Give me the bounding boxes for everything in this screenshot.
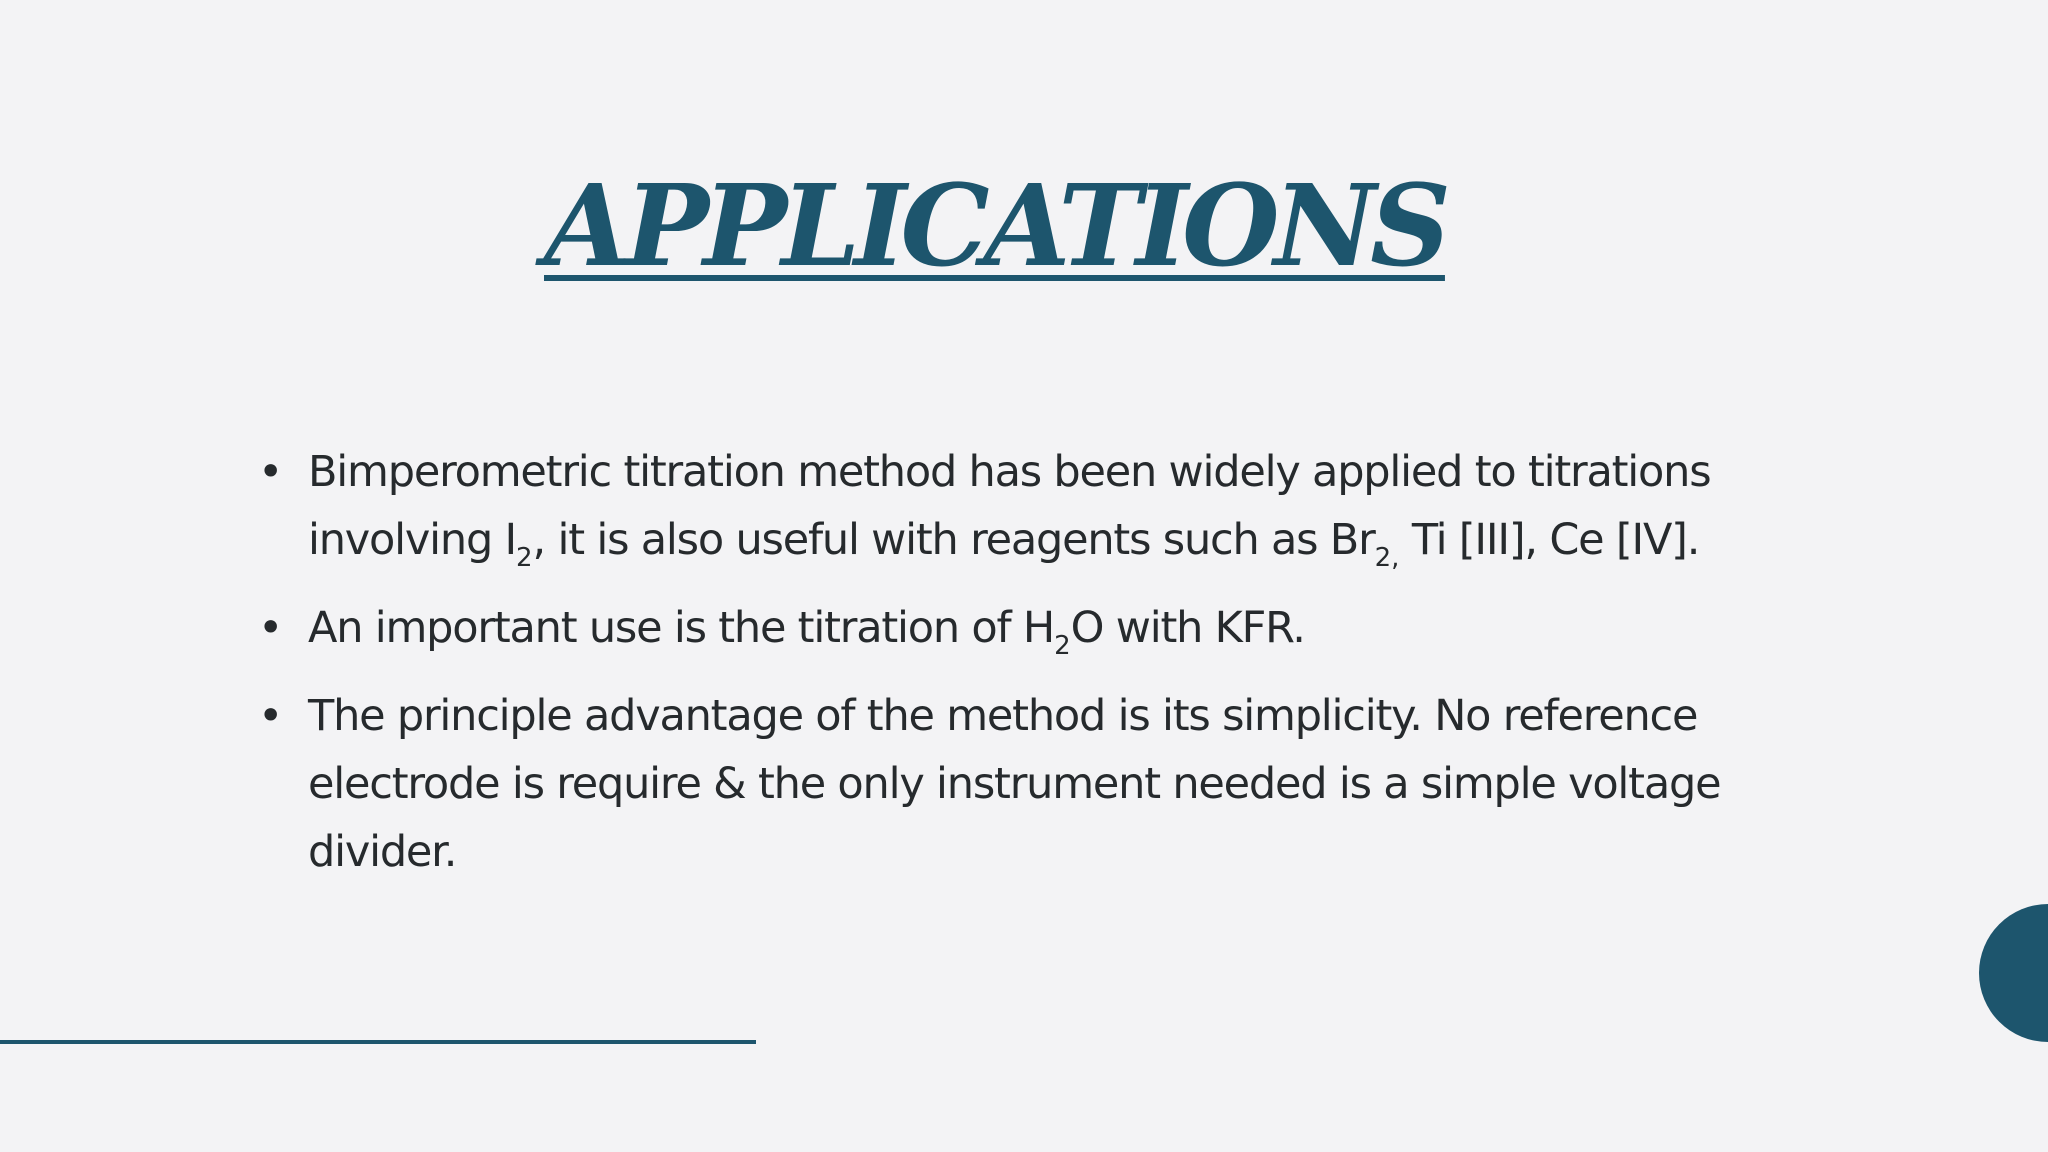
bullet-dot-icon: • [258, 691, 283, 741]
subscript: 2 [1054, 631, 1071, 661]
slide-title: APPLICATIONS [544, 161, 1445, 292]
subscript: 2 [516, 543, 533, 573]
bottom-accent-line [0, 1040, 756, 1044]
bullet-text: An important use is the titration of H [308, 603, 1055, 653]
bullet-item [258, 594, 1818, 662]
bullet-text: The principle advantage of the method is its simplicity. No reference electrode is require & the only instrument needed is a simple voltage divider. [308, 691, 1721, 877]
bullet-item [258, 682, 1818, 886]
bullet-text: , it is also useful with reagents such as Br [532, 515, 1375, 565]
corner-accent-circle [1979, 904, 2048, 1042]
bullet-item [258, 438, 1818, 574]
subscript: 2, [1374, 543, 1400, 573]
bullet-text: Ti [III], Ce [IV]. [1399, 515, 1700, 565]
bullet-dot-icon: • [258, 447, 283, 497]
bullet-text: O with KFR. [1070, 603, 1305, 653]
bullet-dot-icon: • [258, 603, 283, 653]
bullet-list [258, 438, 1818, 906]
bullet-text: Bimperometric titration method has been widely applied to titrations involving I [308, 447, 1711, 565]
